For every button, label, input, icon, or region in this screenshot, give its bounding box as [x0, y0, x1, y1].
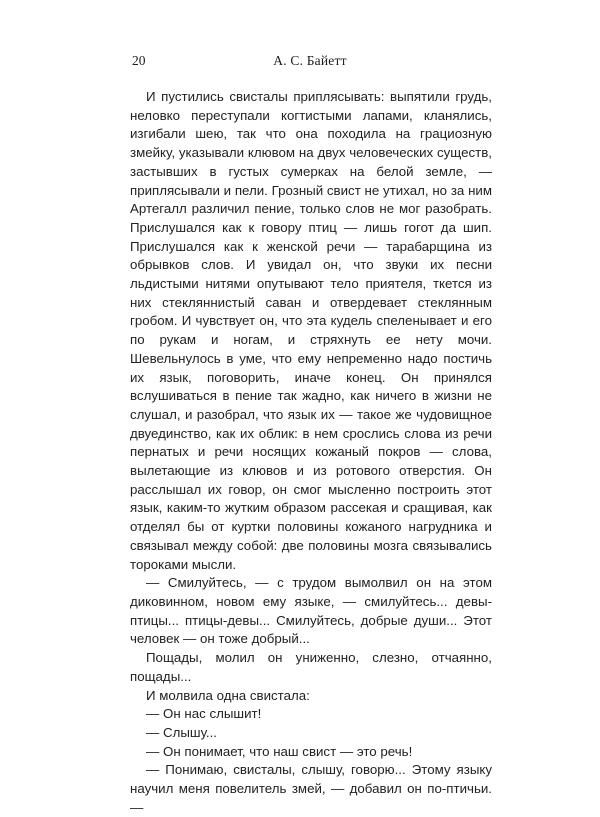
paragraph: — Он понимает, что наш свист — это речь!: [146, 743, 413, 759]
body-text: [130, 88, 492, 817]
paragraph: — Смилуйтесь, — с трудом вымолвил он на этом диковинном, новом ему языке, — смилуйтесь... девы-птицы... птицы-девы... Смилуйтесь, добрые души... Этот человек — он тоже добрый...: [130, 575, 492, 647]
running-head: А. С. Байетт: [273, 53, 347, 68]
paragraph: И пустились свисталы приплясывать: выпятили грудь, неловко переступали когтистыми лапами, кланялись, изгибали шею, так что она походила на грациозную змейку, указывали клювом на двух человеческих существ, застывших в густых сумерках на белой земле, — приплясывали и пели. Грозный свист не утихал, но за ним Артегалл различил пение, только слов не мог разобрать. Прислушался как к говору птиц — лишь гогот да шип. Прислушался как к женской речи — тарабарщина из обрывков слов. И увидал он, что звуки их песни льдистыми нитями опутывают тело приятеля, ткется из них стекляннистый саван и отвердевает стеклянным гробом. И чувствует он, что эта кудель спеленывает и его по рукам и ногам, и стряхнуть ее нету мочи. Шевельнулось в уме, что ему непременно надо постичь их язык, поговорить, иначе конец. Он принялся вслушиваться в пение так жадно, как ничего в жизни не слушал, и разобрал, что язык их — такое же чудовищное двуединство, как их облик: в нем срослись слова из речи пернатых и речи носящих кожаный покров — слова, вылетающие из клювов и из ротового отверстия. Он расслышал их говор, он смог мысленно построить этот язык, каким-то жутким образом рассекая и сращивая, как отделял бы от куртки половины кожаного нагрудника и связывал между собой: две половины мозга связывались тороками мысли.: [130, 89, 492, 572]
paragraph: Пощады, молил он униженно, слезно, отчаянно, пощады...: [130, 650, 492, 684]
page-number: 20: [132, 53, 146, 68]
paragraph: И молвила одна свистала:: [146, 687, 310, 703]
page-header: [132, 53, 488, 73]
paragraph: — Понимаю, свисталы, слышу, говорю... Этому языку научил меня повелитель змей, — добавил он по-птичьи. —: [130, 762, 492, 815]
paragraph: — Слышу...: [146, 724, 217, 740]
paragraph: — Он нас слышит!: [146, 706, 262, 722]
